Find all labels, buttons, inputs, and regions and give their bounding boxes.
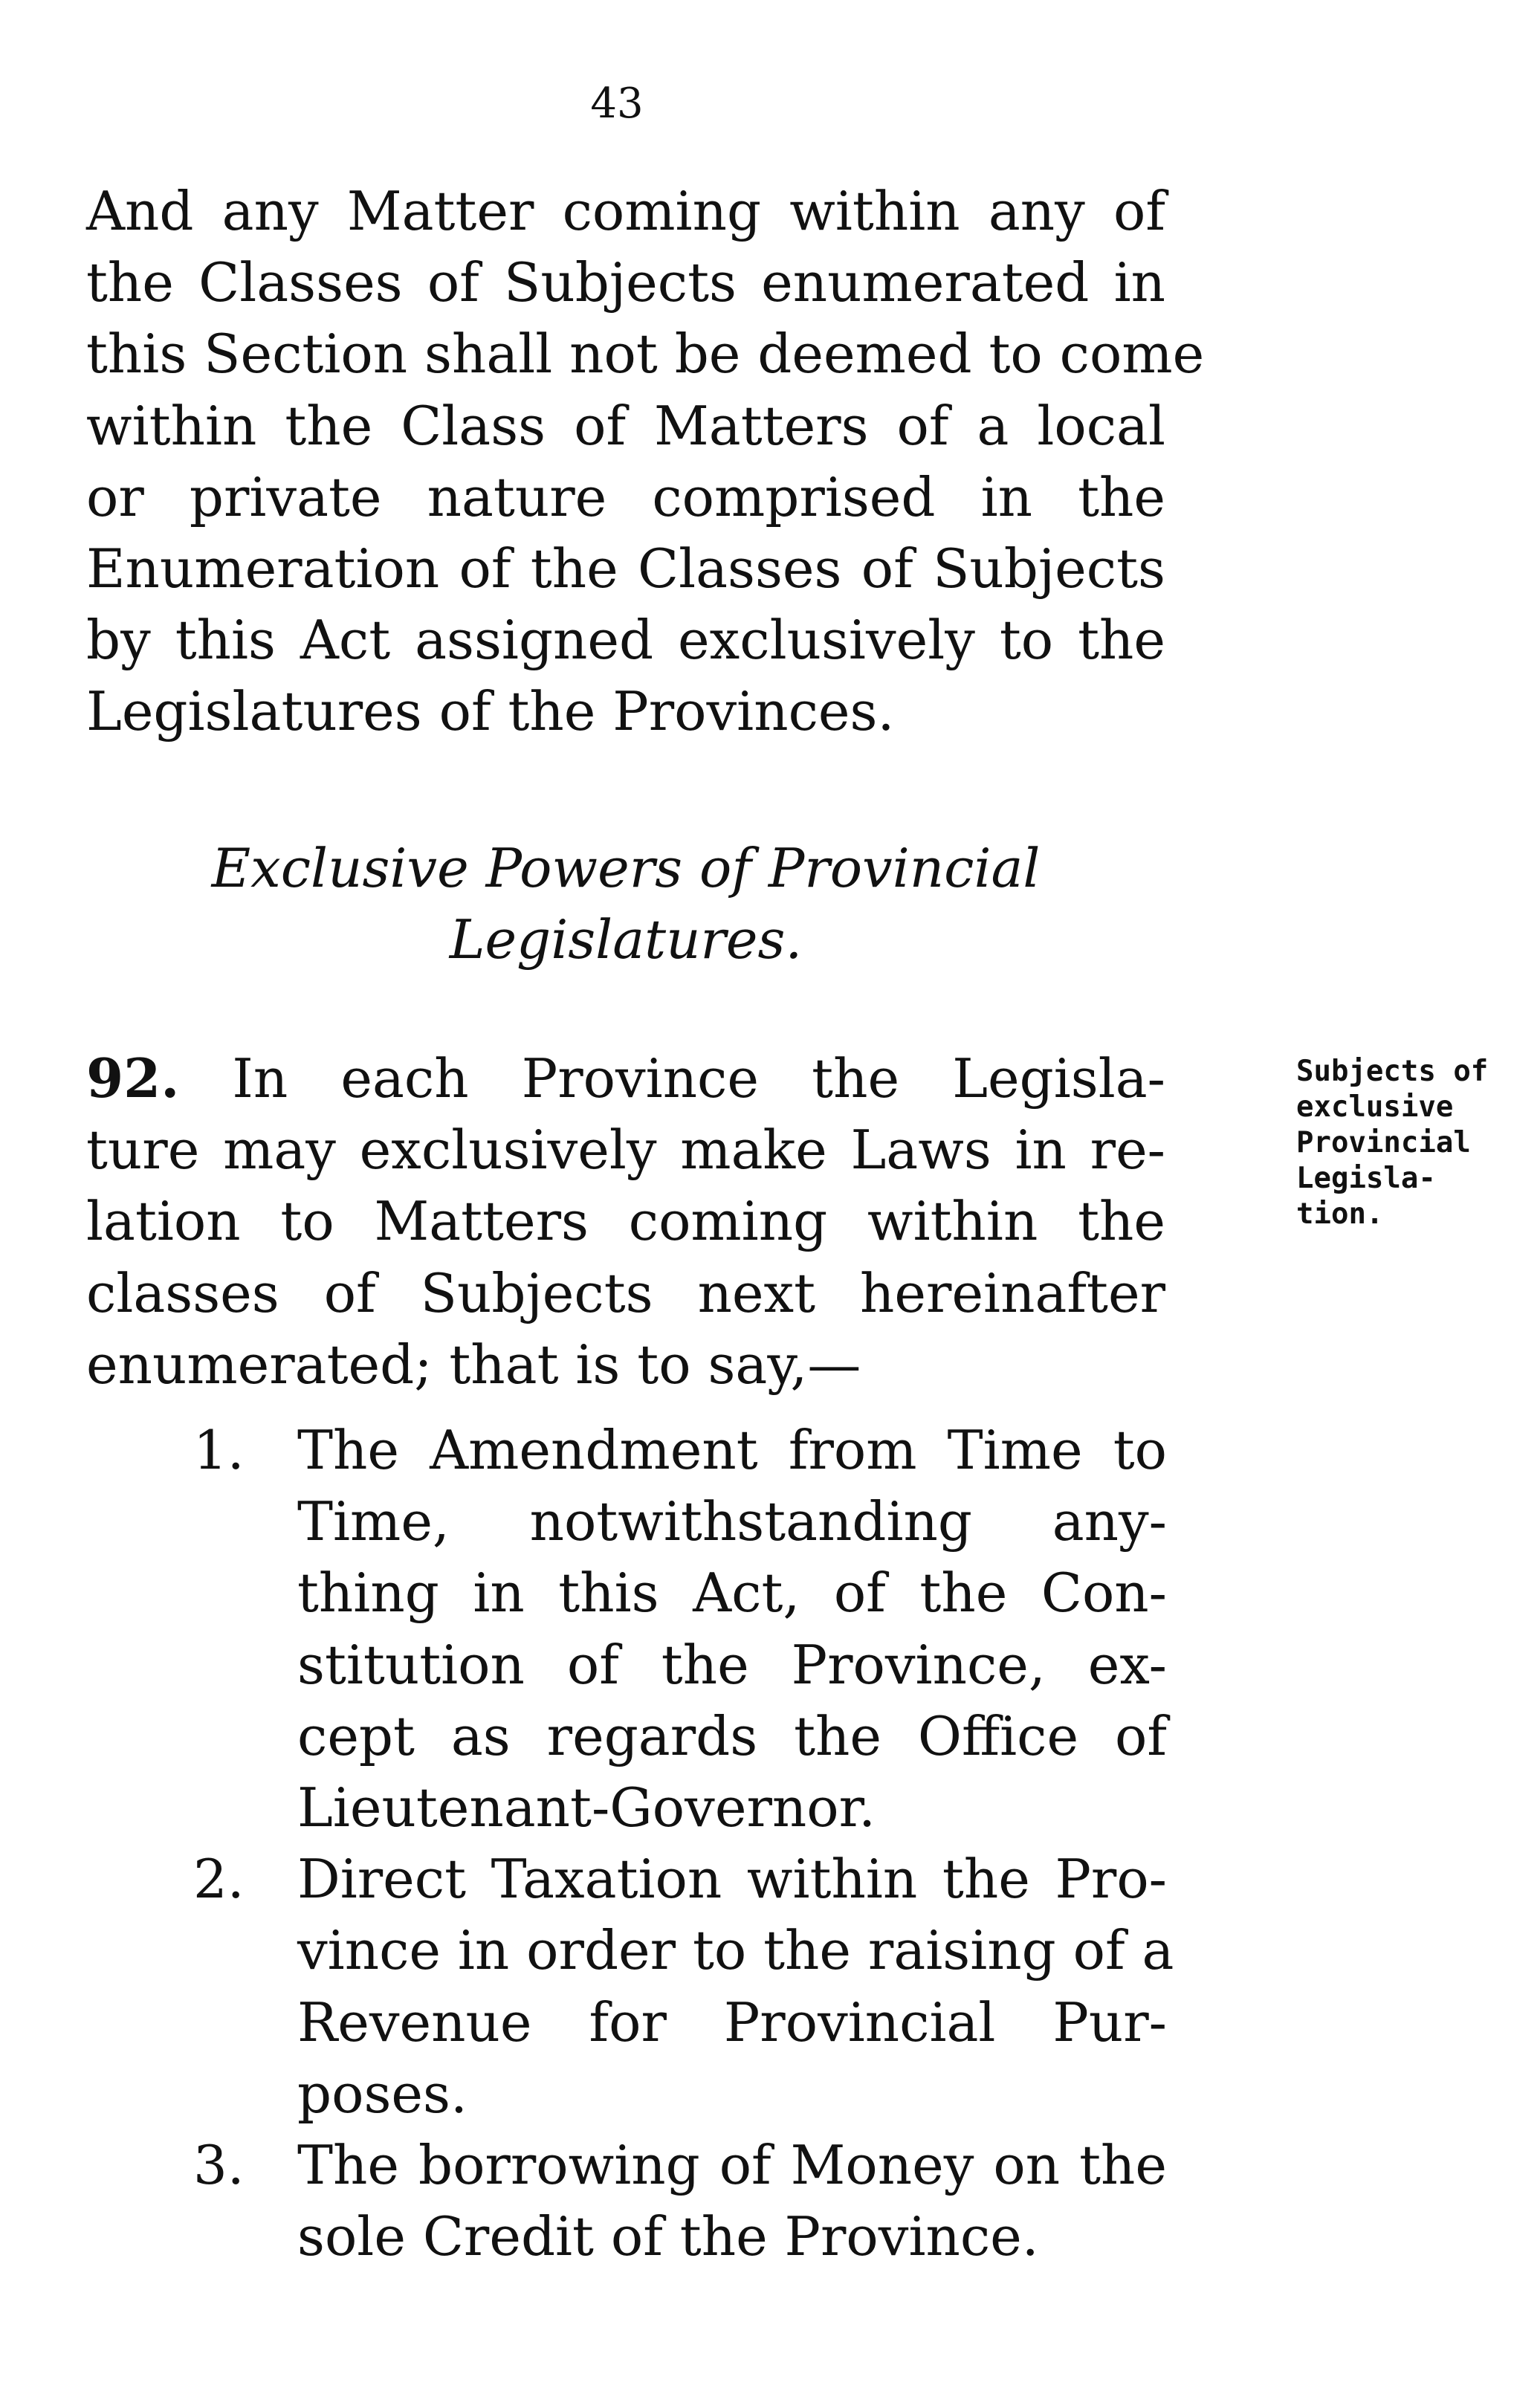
list-item xyxy=(193,1414,1167,1843)
text-line: lation to Matters coming within the xyxy=(86,1190,1165,1253)
list-item-text xyxy=(297,1843,1174,2129)
text-line: classes of Subjects next hereinafter xyxy=(86,1261,1165,1324)
list-item xyxy=(193,2129,1167,2272)
margin-note-line: Provincial xyxy=(1296,1126,1471,1159)
text-line: vince in order to the raising of a xyxy=(297,1919,1174,1982)
list-item-number: 2. xyxy=(193,1848,245,1911)
text-line: Time, notwithstanding any- xyxy=(297,1490,1167,1553)
intro-paragraph xyxy=(86,175,1205,748)
text-line: enumerated; that is to say,— xyxy=(86,1333,861,1396)
text-line: And any Matter coming within any of xyxy=(86,180,1165,242)
text-line: Legislatures of the Provinces. xyxy=(86,680,895,743)
margin-note-line: Subjects of xyxy=(1296,1055,1489,1088)
text-line: cept as regards the Office of xyxy=(297,1704,1167,1767)
text-line: Lieutenant-Governor. xyxy=(297,1776,876,1840)
text-line: ture may exclusively make Laws in re- xyxy=(86,1119,1165,1182)
margin-note-line: tion. xyxy=(1296,1197,1384,1231)
section-92-paragraph xyxy=(86,1043,1165,1400)
list-item-text xyxy=(297,2129,1167,2272)
text-line: The Amendment from Time to xyxy=(297,1419,1167,1481)
text-line: poses. xyxy=(297,2062,468,2125)
section-heading xyxy=(86,832,1165,975)
margin-note-line: exclusive xyxy=(1296,1090,1454,1124)
text-line: Revenue for Provincial Pur- xyxy=(297,1990,1167,2054)
text-line: stitution of the Province, ex- xyxy=(297,1633,1167,1696)
text-line: The borrowing of Money on the xyxy=(297,2134,1167,2197)
text-line xyxy=(86,1043,1165,1114)
text-fragment: In each Province the Legisla- xyxy=(179,1047,1165,1110)
text-line: Enumeration of the Classes of Subjects xyxy=(86,537,1165,601)
text-line: thing in this Act, of the Con- xyxy=(297,1562,1167,1625)
margin-note-line: Legisla- xyxy=(1296,1162,1436,1195)
text-line: by this Act assigned exclusively to the xyxy=(86,609,1165,672)
list-item xyxy=(193,1843,1174,2129)
page-number: 43 xyxy=(590,80,644,128)
text-line: this Section shall not be deemed to come xyxy=(86,323,1205,386)
enumerated-list xyxy=(193,1414,1174,2272)
list-item-text xyxy=(297,1414,1167,1843)
heading-line: Exclusive Powers of Provincial xyxy=(211,837,1041,899)
text-line: Direct Taxation within the Pro- xyxy=(297,1848,1167,1911)
text-line: the Classes of Subjects enumerated in xyxy=(86,251,1165,314)
margin-note xyxy=(1296,1054,1527,1232)
section-number: 92. xyxy=(86,1046,180,1110)
list-item-number: 3. xyxy=(193,2134,245,2197)
heading-line: Legislatures. xyxy=(449,908,803,971)
text-line: sole Credit of the Province. xyxy=(297,2205,1039,2268)
list-item-number: 1. xyxy=(193,1419,245,1481)
text-line: or private nature comprised in the xyxy=(86,465,1165,528)
text-line: within the Class of Matters of a local xyxy=(86,394,1165,457)
